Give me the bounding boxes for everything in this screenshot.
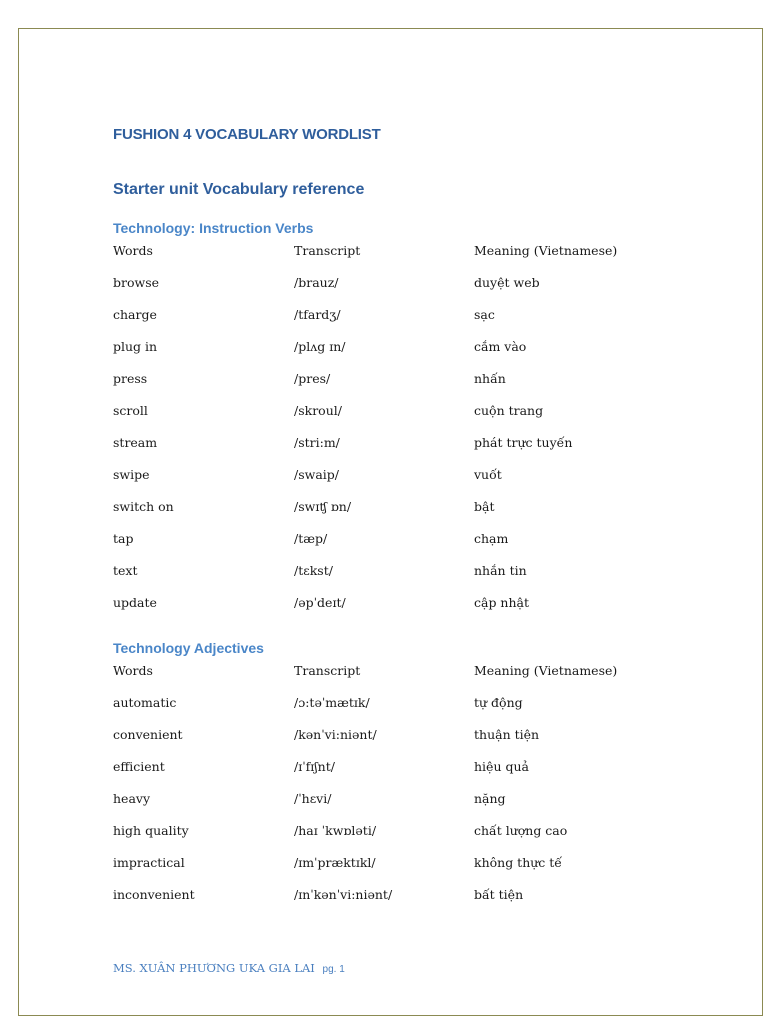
column-header-transcript: Transcript [294, 243, 361, 258]
transcript-cell: /kənˈvi:niənt/ [294, 727, 377, 742]
word-cell: text [113, 563, 138, 578]
transcript-cell: /haɪ ˈkwɒləti/ [294, 823, 377, 838]
meaning-cell: bật [474, 499, 495, 514]
transcript-cell: /brauz/ [294, 275, 339, 290]
table-header-row [113, 242, 673, 274]
meaning-cell: không thực tế [474, 855, 562, 870]
section-heading-adjectives: Technology Adjectives [113, 640, 264, 656]
table-row [113, 886, 673, 918]
table-row [113, 338, 673, 370]
transcript-cell: /stri:m/ [294, 435, 340, 450]
vocab-table-instruction-verbs [113, 242, 673, 626]
table-row [113, 306, 673, 338]
table-rows [113, 694, 673, 918]
table-row [113, 726, 673, 758]
meaning-cell: chất lượng cao [474, 823, 568, 838]
word-cell: heavy [113, 791, 151, 806]
table-row [113, 466, 673, 498]
meaning-cell: vuốt [474, 467, 502, 482]
column-header-meaning: Meaning (Vietnamese) [474, 243, 618, 258]
word-cell: inconvenient [113, 887, 195, 902]
meaning-cell: phát trực tuyến [474, 435, 573, 450]
table-row [113, 274, 673, 306]
transcript-cell: /ɪmˈpræktɪkl/ [294, 855, 376, 870]
document-title: FUSHION 4 VOCABULARY WORDLIST [113, 126, 381, 143]
meaning-cell: sạc [474, 307, 495, 322]
meaning-cell: cuộn trang [474, 403, 544, 418]
transcript-cell: /tfardʒ/ [294, 307, 341, 322]
word-cell: convenient [113, 727, 183, 742]
table-row [113, 370, 673, 402]
word-cell: high quality [113, 823, 189, 838]
unit-heading: Starter unit Vocabulary reference [113, 181, 365, 198]
table-row [113, 694, 673, 726]
word-cell: update [113, 595, 157, 610]
table-row [113, 498, 673, 530]
transcript-cell: /ɪnˈkənˈvi:niənt/ [294, 887, 393, 902]
transcript-cell: /ɪˈfɪʃnt/ [294, 759, 335, 774]
transcript-cell: /pres/ [294, 371, 331, 386]
table-row [113, 758, 673, 790]
transcript-cell: /ɔ:təˈmætɪk/ [294, 695, 370, 710]
transcript-cell: /swaip/ [294, 467, 339, 482]
table-row [113, 790, 673, 822]
word-cell: efficient [113, 759, 165, 774]
table-row [113, 530, 673, 562]
column-header-transcript: Transcript [294, 663, 361, 678]
meaning-cell: nhắn tin [474, 563, 527, 578]
table-row [113, 434, 673, 466]
transcript-cell: /swɪʧ ɒn/ [294, 499, 352, 514]
table-row [113, 594, 673, 626]
meaning-cell: nặng [474, 791, 506, 806]
word-cell: charge [113, 307, 157, 322]
footer-author: MS. XUÂN PHƯƠNG UKA GIA LAI [113, 961, 315, 975]
section-heading-instruction-verbs: Technology: Instruction Verbs [113, 220, 314, 236]
meaning-cell: nhấn [474, 371, 506, 386]
transcript-cell: /skroul/ [294, 403, 342, 418]
transcript-cell: /plʌg ɪn/ [294, 339, 346, 354]
transcript-cell: /əpˈdeɪt/ [294, 595, 346, 610]
word-cell: impractical [113, 855, 185, 870]
table-row [113, 562, 673, 594]
column-header-words: Words [113, 243, 153, 258]
transcript-cell: /tæp/ [294, 531, 328, 546]
meaning-cell: tự động [474, 695, 523, 710]
word-cell: stream [113, 435, 158, 450]
table-row [113, 854, 673, 886]
word-cell: press [113, 371, 148, 386]
meaning-cell: cắm vào [474, 339, 527, 354]
transcript-cell: /tɛkst/ [294, 563, 333, 578]
word-cell: scroll [113, 403, 148, 418]
meaning-cell: bất tiện [474, 887, 524, 902]
table-row [113, 402, 673, 434]
transcript-cell: /ˈhɛvi/ [294, 791, 332, 806]
page-footer [113, 961, 345, 975]
meaning-cell: cập nhật [474, 595, 530, 610]
word-cell: browse [113, 275, 160, 290]
word-cell: plug in [113, 339, 158, 354]
column-header-meaning: Meaning (Vietnamese) [474, 663, 618, 678]
column-header-words: Words [113, 663, 153, 678]
meaning-cell: duyệt web [474, 275, 540, 290]
footer-page-number: pg. 1 [322, 964, 345, 975]
word-cell: switch on [113, 499, 174, 514]
meaning-cell: thuận tiện [474, 727, 540, 742]
word-cell: tap [113, 531, 134, 546]
table-rows [113, 274, 673, 626]
meaning-cell: chạm [474, 531, 509, 546]
meaning-cell: hiệu quả [474, 759, 529, 774]
table-header-row [113, 662, 673, 694]
word-cell: swipe [113, 467, 150, 482]
table-row [113, 822, 673, 854]
word-cell: automatic [113, 695, 177, 710]
vocab-table-adjectives [113, 662, 673, 918]
